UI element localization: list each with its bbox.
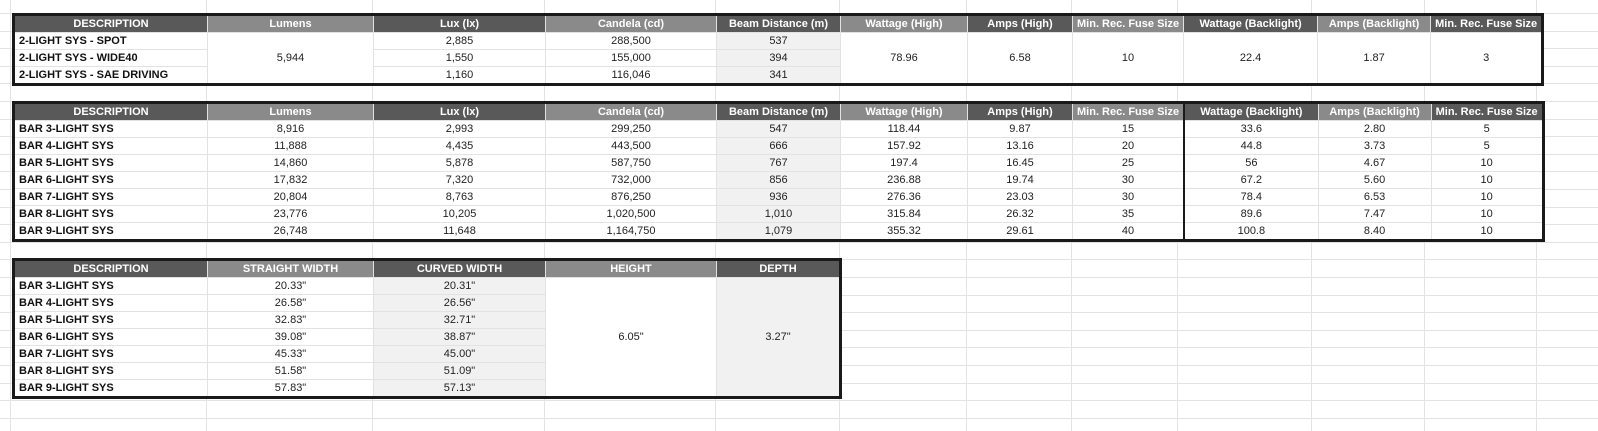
cell-fuse-backlight: 10 bbox=[1431, 206, 1543, 223]
cell-curved-width: 38.87" bbox=[374, 329, 546, 346]
col-header-description: DESCRIPTION bbox=[14, 15, 208, 33]
cell-wattage-high: 236.88 bbox=[841, 172, 968, 189]
table-2-light-systems bbox=[12, 13, 1544, 86]
cell-wattage-backlight: 44.8 bbox=[1184, 138, 1318, 155]
cell-height: 6.05" bbox=[546, 278, 717, 398]
cell-beam-distance: 767 bbox=[717, 155, 841, 172]
cell-lumens: 17,832 bbox=[208, 172, 374, 189]
cell-amps-high: 26.32 bbox=[968, 206, 1073, 223]
col-header-fuse-high: Min. Rec. Fuse Size bbox=[1073, 103, 1185, 121]
cell-lux: 8,763 bbox=[374, 189, 546, 206]
col-header-amps-backlight: Amps (Backlight) bbox=[1318, 15, 1431, 33]
col-header-candela: Candela (cd) bbox=[546, 15, 717, 33]
cell-lumens: 26,748 bbox=[208, 223, 374, 241]
cell-lumens: 23,776 bbox=[208, 206, 374, 223]
cell-lumens: 8,916 bbox=[208, 121, 374, 138]
cell-fuse-backlight: 5 bbox=[1431, 138, 1543, 155]
cell-fuse-high: 25 bbox=[1073, 155, 1185, 172]
cell-fuse-high: 30 bbox=[1073, 172, 1185, 189]
cell-straight-width: 32.83" bbox=[208, 312, 374, 329]
row-description: BAR 3-LIGHT SYS bbox=[14, 278, 208, 295]
cell-beam-distance: 547 bbox=[717, 121, 841, 138]
cell-amps-high: 9.87 bbox=[968, 121, 1073, 138]
row-description: BAR 4-LIGHT SYS bbox=[14, 295, 208, 312]
cell-wattage-high: 197.4 bbox=[841, 155, 968, 172]
cell-beam-distance: 1,079 bbox=[717, 223, 841, 241]
row-description: BAR 9-LIGHT SYS bbox=[14, 380, 208, 398]
col-header-amps-high: Amps (High) bbox=[968, 103, 1073, 121]
cell-fuse-backlight: 10 bbox=[1431, 155, 1543, 172]
cell-fuse-high: 20 bbox=[1073, 138, 1185, 155]
cell-beam-distance: 394 bbox=[717, 50, 841, 67]
row-description: BAR 7-LIGHT SYS bbox=[14, 189, 208, 206]
cell-fuse-high: 15 bbox=[1073, 121, 1185, 138]
col-header-amps-high: Amps (High) bbox=[968, 15, 1073, 33]
cell-wattage-high: 315.84 bbox=[841, 206, 968, 223]
row-description: BAR 4-LIGHT SYS bbox=[14, 138, 208, 155]
col-header-wattage-backlight: Wattage (Backlight) bbox=[1184, 103, 1318, 121]
table-row bbox=[14, 138, 1544, 155]
col-header-wattage-high: Wattage (High) bbox=[841, 15, 968, 33]
cell-amps-high: 13.16 bbox=[968, 138, 1073, 155]
cell-candela: 1,164,750 bbox=[546, 223, 717, 241]
col-header-lux: Lux (lx) bbox=[374, 103, 546, 121]
row-description: 2-LIGHT SYS - SAE DRIVING bbox=[14, 67, 208, 85]
col-header-candela: Candela (cd) bbox=[546, 103, 717, 121]
cell-amps-high: 29.61 bbox=[968, 223, 1073, 241]
cell-lumens: 11,888 bbox=[208, 138, 374, 155]
cell-amps-high: 23.03 bbox=[968, 189, 1073, 206]
table-row bbox=[14, 33, 1543, 50]
table-header-row bbox=[14, 260, 841, 278]
row-description: 2-LIGHT SYS - SPOT bbox=[14, 33, 208, 50]
cell-curved-width: 20.31" bbox=[374, 278, 546, 295]
table-row bbox=[14, 223, 1544, 241]
row-description: BAR 6-LIGHT SYS bbox=[14, 172, 208, 189]
cell-straight-width: 26.58" bbox=[208, 295, 374, 312]
table-bar-light-systems bbox=[12, 101, 1545, 242]
cell-lux: 4,435 bbox=[374, 138, 546, 155]
col-header-beam-distance: Beam Distance (m) bbox=[717, 15, 841, 33]
cell-straight-width: 51.58" bbox=[208, 363, 374, 380]
cell-wattage-backlight: 100.8 bbox=[1184, 223, 1318, 241]
cell-fuse-high: 40 bbox=[1073, 223, 1185, 241]
cell-fuse-backlight: 5 bbox=[1431, 121, 1543, 138]
cell-candela: 299,250 bbox=[546, 121, 717, 138]
cell-beam-distance: 1,010 bbox=[717, 206, 841, 223]
col-header-wattage-high: Wattage (High) bbox=[841, 103, 968, 121]
col-header-height: HEIGHT bbox=[546, 260, 717, 278]
table-row bbox=[14, 121, 1544, 138]
cell-lux: 1,160 bbox=[374, 67, 546, 85]
cell-fuse-backlight: 10 bbox=[1431, 189, 1543, 206]
cell-amps-backlight: 8.40 bbox=[1318, 223, 1431, 241]
col-header-fuse-backlight: Min. Rec. Fuse Size bbox=[1431, 103, 1543, 121]
row-description: BAR 3-LIGHT SYS bbox=[14, 121, 208, 138]
cell-lux: 7,320 bbox=[374, 172, 546, 189]
col-header-description: DESCRIPTION bbox=[14, 103, 208, 121]
cell-candela: 443,500 bbox=[546, 138, 717, 155]
cell-amps-backlight: 3.73 bbox=[1318, 138, 1431, 155]
cell-fuse-backlight: 10 bbox=[1431, 223, 1543, 241]
cell-amps-high: 16.45 bbox=[968, 155, 1073, 172]
cell-straight-width: 39.08" bbox=[208, 329, 374, 346]
cell-wattage-backlight: 89.6 bbox=[1184, 206, 1318, 223]
cell-lux: 1,550 bbox=[374, 50, 546, 67]
row-description: BAR 6-LIGHT SYS bbox=[14, 329, 208, 346]
cell-amps-backlight: 4.67 bbox=[1318, 155, 1431, 172]
cell-lumens: 14,860 bbox=[208, 155, 374, 172]
table-row bbox=[14, 189, 1544, 206]
cell-wattage-backlight: 22.4 bbox=[1184, 33, 1318, 85]
table-row bbox=[14, 172, 1544, 189]
col-header-fuse-high: Min. Rec. Fuse Size bbox=[1073, 15, 1184, 33]
cell-lux: 10,205 bbox=[374, 206, 546, 223]
row-description: BAR 7-LIGHT SYS bbox=[14, 346, 208, 363]
cell-amps-backlight: 5.60 bbox=[1318, 172, 1431, 189]
cell-candela: 1,020,500 bbox=[546, 206, 717, 223]
col-header-fuse-backlight: Min. Rec. Fuse Size bbox=[1431, 15, 1543, 33]
cell-candela: 876,250 bbox=[546, 189, 717, 206]
col-header-description: DESCRIPTION bbox=[14, 260, 208, 278]
cell-amps-backlight: 1.87 bbox=[1318, 33, 1431, 85]
cell-straight-width: 57.83" bbox=[208, 380, 374, 398]
table-header-row bbox=[14, 103, 1544, 121]
cell-wattage-high: 78.96 bbox=[841, 33, 968, 85]
cell-candela: 288,500 bbox=[546, 33, 717, 50]
cell-curved-width: 51.09" bbox=[374, 363, 546, 380]
col-header-lux: Lux (lx) bbox=[374, 15, 546, 33]
table-bar-dimensions bbox=[12, 258, 842, 399]
col-header-lumens: Lumens bbox=[208, 103, 374, 121]
cell-wattage-backlight: 56 bbox=[1184, 155, 1318, 172]
cell-lumens: 20,804 bbox=[208, 189, 374, 206]
row-description: BAR 5-LIGHT SYS bbox=[14, 312, 208, 329]
cell-wattage-high: 355.32 bbox=[841, 223, 968, 241]
col-header-beam-distance: Beam Distance (m) bbox=[717, 103, 841, 121]
table-row bbox=[14, 155, 1544, 172]
cell-depth: 3.27" bbox=[717, 278, 841, 398]
row-description: 2-LIGHT SYS - WIDE40 bbox=[14, 50, 208, 67]
cell-beam-distance: 856 bbox=[717, 172, 841, 189]
table-header-row bbox=[14, 15, 1543, 33]
col-header-straight-width: STRAIGHT WIDTH bbox=[208, 260, 374, 278]
cell-lux: 11,648 bbox=[374, 223, 546, 241]
cell-amps-high: 6.58 bbox=[968, 33, 1073, 85]
cell-curved-width: 32.71" bbox=[374, 312, 546, 329]
cell-wattage-high: 118.44 bbox=[841, 121, 968, 138]
cell-lux: 5,878 bbox=[374, 155, 546, 172]
cell-lux: 2,993 bbox=[374, 121, 546, 138]
col-header-depth: DEPTH bbox=[717, 260, 841, 278]
col-header-curved-width: CURVED WIDTH bbox=[374, 260, 546, 278]
table-row bbox=[14, 278, 841, 295]
cell-fuse-backlight: 3 bbox=[1431, 33, 1543, 85]
col-header-wattage-backlight: Wattage (Backlight) bbox=[1184, 15, 1318, 33]
cell-straight-width: 45.33" bbox=[208, 346, 374, 363]
cell-wattage-high: 157.92 bbox=[841, 138, 968, 155]
cell-straight-width: 20.33" bbox=[208, 278, 374, 295]
cell-beam-distance: 936 bbox=[717, 189, 841, 206]
cell-wattage-backlight: 78.4 bbox=[1184, 189, 1318, 206]
cell-curved-width: 57.13" bbox=[374, 380, 546, 398]
cell-fuse-high: 35 bbox=[1073, 206, 1185, 223]
col-header-amps-backlight: Amps (Backlight) bbox=[1318, 103, 1431, 121]
cell-amps-high: 19.74 bbox=[968, 172, 1073, 189]
cell-beam-distance: 341 bbox=[717, 67, 841, 85]
table-row bbox=[14, 206, 1544, 223]
cell-fuse-high: 10 bbox=[1073, 33, 1184, 85]
cell-candela: 116,046 bbox=[546, 67, 717, 85]
cell-beam-distance: 666 bbox=[717, 138, 841, 155]
row-description: BAR 5-LIGHT SYS bbox=[14, 155, 208, 172]
row-description: BAR 8-LIGHT SYS bbox=[14, 363, 208, 380]
cell-amps-backlight: 6.53 bbox=[1318, 189, 1431, 206]
cell-lux: 2,885 bbox=[374, 33, 546, 50]
cell-candela: 732,000 bbox=[546, 172, 717, 189]
row-description: BAR 9-LIGHT SYS bbox=[14, 223, 208, 241]
cell-wattage-backlight: 33.6 bbox=[1184, 121, 1318, 138]
col-header-lumens: Lumens bbox=[208, 15, 374, 33]
cell-wattage-high: 276.36 bbox=[841, 189, 968, 206]
cell-fuse-high: 30 bbox=[1073, 189, 1185, 206]
cell-amps-backlight: 7.47 bbox=[1318, 206, 1431, 223]
cell-lumens: 5,944 bbox=[208, 33, 374, 85]
cell-candela: 155,000 bbox=[546, 50, 717, 67]
cell-amps-backlight: 2.80 bbox=[1318, 121, 1431, 138]
row-description: BAR 8-LIGHT SYS bbox=[14, 206, 208, 223]
cell-candela: 587,750 bbox=[546, 155, 717, 172]
cell-curved-width: 45.00" bbox=[374, 346, 546, 363]
cell-fuse-backlight: 10 bbox=[1431, 172, 1543, 189]
cell-wattage-backlight: 67.2 bbox=[1184, 172, 1318, 189]
cell-curved-width: 26.56" bbox=[374, 295, 546, 312]
cell-beam-distance: 537 bbox=[717, 33, 841, 50]
